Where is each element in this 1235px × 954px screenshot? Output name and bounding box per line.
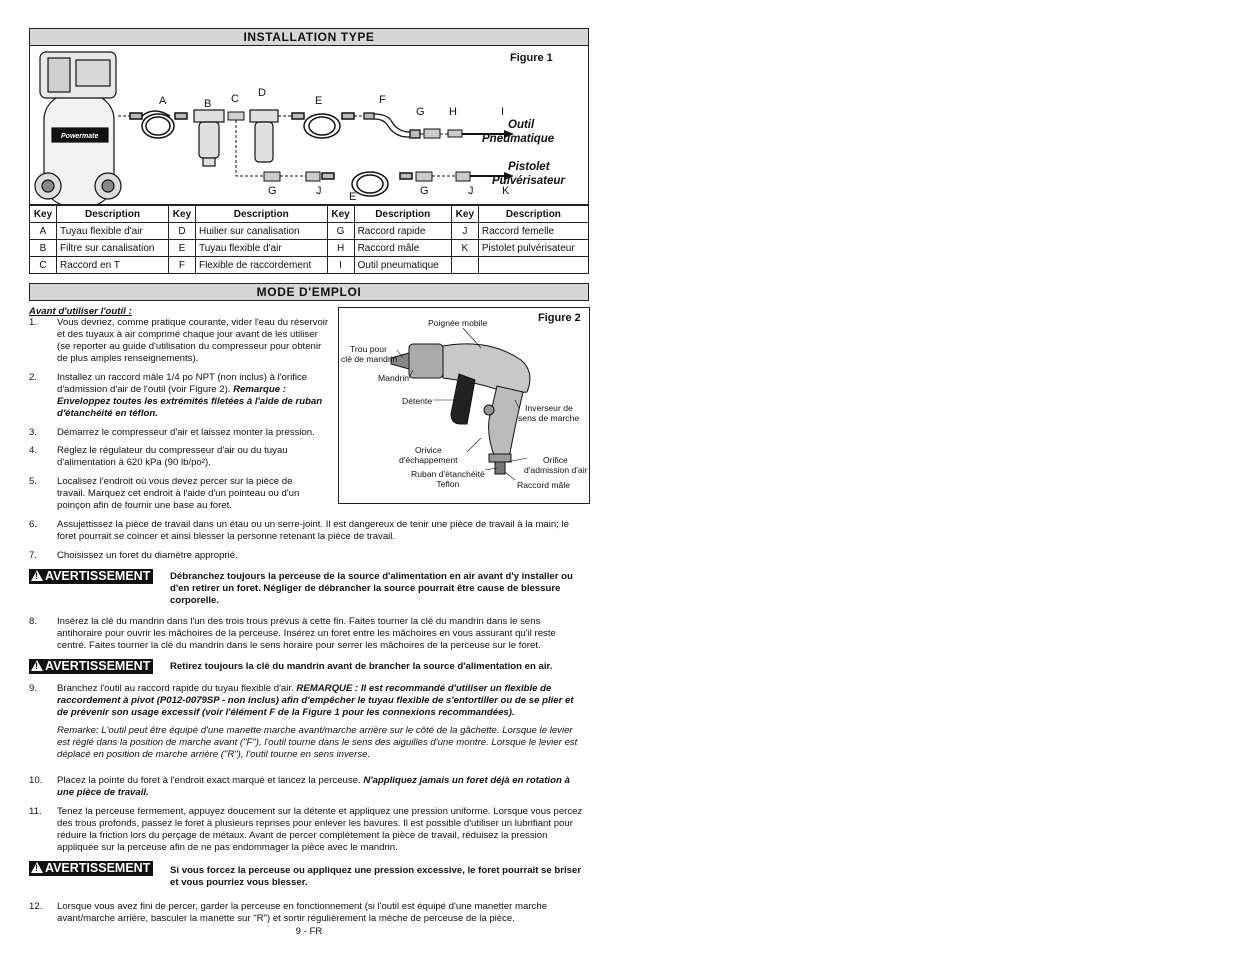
table-cell-description: Pistolet pulvérisateur bbox=[478, 240, 588, 257]
figure-2 bbox=[338, 307, 590, 504]
table-cell-key: A bbox=[30, 223, 57, 240]
label-trigger: Détente bbox=[402, 396, 433, 406]
label-c: C bbox=[231, 93, 239, 105]
header-key: Key bbox=[327, 206, 354, 223]
label-exhaust: Orivice d'échappement bbox=[399, 445, 458, 465]
label-g-lower: G bbox=[268, 185, 277, 197]
key-table bbox=[29, 205, 589, 274]
table-cell-key: F bbox=[168, 257, 195, 274]
step-12: 12. Lorsque vous avez fini de percer, garder la perceuse en fonctionnement (si l'outil est équipé d'une manetter marche avant/marche arrière, basculer la manette sur "R") et sortir régulièrement la mèche de perceuse de la pièce. bbox=[29, 901, 548, 924]
step-4: 4. Réglez le régulateur du compresseur d'air ou du tuyau d'alimentation à 620 kPa (90 lb/po²). bbox=[29, 445, 288, 468]
header-description: Description bbox=[195, 206, 327, 223]
table-cell-description: Raccord rapide bbox=[354, 223, 451, 240]
warning-2: ! AVERTISSEMENT Retirez toujours la clé du mandrin avant de brancher la source d'alimentation en air. bbox=[29, 659, 589, 675]
key-table-header bbox=[30, 206, 589, 223]
label-j-lower: J bbox=[316, 185, 322, 197]
step-9: 9. Branchez l'outil au raccord rapide du tuyau flexible d'air. REMARQUE : Il est recommandé d'utiliser un flexible de raccordement à pivot (P012-0079SP - non inclus) afin d'empêcher le tuyau flexible de s'entortiller ou de se plier et de prévenir son usage excessif (voir l'élément F de la Figure 1 pour les connexions recommandées). bbox=[29, 683, 574, 718]
table-cell-description: Flexible de raccordement bbox=[195, 257, 327, 274]
step-11: 11. Tenez la perceuse fermement, appuyez doucement sur la détente et appliquez une pression uniforme. Lorsque vous percez des trous profonds, passez le foret à plusieurs reprises pour enlever les bavures. Il est possible d'utiliser un lubrifiant pour réduire la friction lors du perçage de métaux. Avant de percer complètement la pièce de travail, réduisez la pression appliquée sur la perceuse afin de ne pas endommager la pièce avec le mandrin. bbox=[29, 806, 583, 853]
table-cell-description: Outil pneumatique bbox=[354, 257, 451, 274]
table-cell-description bbox=[478, 257, 588, 274]
table-cell-description: Tuyau flexible d'air bbox=[57, 223, 169, 240]
table-cell-key: G bbox=[327, 223, 354, 240]
step-6: 6. Assujettissez la pièce de travail dans un étau ou un serre-joint. Il est dangereux de tenir une pièce de travail à la main; le foret pourrait se coincer et ainsi blesser la personne retenant la pièce de travail. bbox=[29, 519, 569, 542]
label-handle: Poignée mobile bbox=[428, 318, 488, 328]
warning-badge: ! AVERTISSEMENT bbox=[29, 861, 153, 876]
table-row bbox=[30, 223, 589, 240]
label-b: B bbox=[204, 98, 212, 110]
label-inlet: Orifice d'admission d'air bbox=[524, 455, 588, 475]
step-3: 3. Démarrez le compresseur d'air et laissez monter la pression. bbox=[29, 427, 315, 438]
manual-page bbox=[29, 28, 589, 937]
label-j-lower-2: J bbox=[468, 185, 474, 197]
label-d: D bbox=[258, 87, 266, 99]
label-g-lower-2: G bbox=[420, 185, 429, 197]
tool-spray-label: Pistolet Pulvérisateur bbox=[492, 161, 565, 187]
label-chuck-hole: Trou pour clé de mandrin bbox=[341, 344, 398, 364]
figure-2-label: Figure 2 bbox=[538, 312, 581, 324]
mode-header: MODE D'EMPLOI bbox=[29, 283, 589, 301]
table-cell-key: I bbox=[327, 257, 354, 274]
table-cell-key: B bbox=[30, 240, 57, 257]
label-chuck: Mandrin bbox=[378, 373, 410, 383]
warning-badge: ! AVERTISSEMENT bbox=[29, 659, 153, 674]
table-cell-description: Raccord femelle bbox=[478, 223, 588, 240]
instructions bbox=[29, 306, 589, 925]
header-key: Key bbox=[451, 206, 478, 223]
step-2: 2. Installez un raccord mâle 1/4 po NPT (non inclus) à l'orifice d'admission d'air de l'outil (voir Figure 2). Remarque : Enveloppez toutes les extrémités filetées à l'aide de ruban d'étanchéité en téflon. bbox=[29, 372, 323, 419]
table-cell-description: Huilier sur canalisation bbox=[195, 223, 327, 240]
table-row bbox=[30, 240, 589, 257]
table-cell-key: D bbox=[168, 223, 195, 240]
label-reverser: Inverseur de sens de marche bbox=[518, 403, 580, 423]
step-9-note: Remarke: L'outil peut être équipé d'une manette marche avant/marche arrière sur le côté de la gâchette. Lorsque le levier est réglé dans la position de marche avant ("F"), l'outil tourne dans le sens des aiguilles d'une montre. Lorsque le levier est déplacé en position de marche arrière ("R"), l'outil tourne en sens inverse. bbox=[57, 725, 578, 760]
table-cell-key: C bbox=[30, 257, 57, 274]
before-use-subhead: Avant d'utiliser l'outil : bbox=[29, 306, 132, 317]
label-tape: Ruban d'étanchéité Teflon bbox=[411, 469, 485, 489]
warning-3: ! AVERTISSEMENT Si vous forcez la perceuse ou appliquez une pression excessive, le foret pourrait se briser et vous pourriez vous blesser. bbox=[29, 861, 589, 889]
table-cell-key: K bbox=[451, 240, 478, 257]
table-cell-key bbox=[451, 257, 478, 274]
step-10: 10. Placez la pointe du foret à l'endroit exact marqué et lancez la perceuse. N'appliquez jamais un foret déjà en rotation à une pièce de travail. bbox=[29, 775, 570, 798]
warning-triangle-icon: ! bbox=[31, 660, 43, 671]
table-cell-key: E bbox=[168, 240, 195, 257]
page-number: 9 - FR bbox=[295, 926, 323, 937]
label-f: F bbox=[379, 94, 386, 106]
step-5: 5. Localisez l'endroit où vous devez percer sur la pièce de travail. Marquez cet endroit à l'aide d'un pointeau ou d'un poinçon afin de fournir une base au foret. bbox=[29, 476, 300, 511]
header-description: Description bbox=[354, 206, 451, 223]
table-row bbox=[30, 257, 589, 274]
table-cell-key: H bbox=[327, 240, 354, 257]
warning-triangle-icon: ! bbox=[31, 862, 43, 873]
label-g: G bbox=[416, 106, 425, 118]
table-cell-description: Raccord mâle bbox=[354, 240, 451, 257]
label-a: A bbox=[159, 95, 167, 107]
installation-header: INSTALLATION TYPE bbox=[29, 28, 589, 46]
header-key: Key bbox=[30, 206, 57, 223]
warning-triangle-icon: ! bbox=[31, 570, 43, 581]
tool-pneumatic-label: Outil Pneumatique bbox=[482, 119, 555, 145]
step-7: 7. Choisissez un foret du diamètre approprié. bbox=[29, 550, 238, 561]
header-description: Description bbox=[478, 206, 588, 223]
figure-1-label: Figure 1 bbox=[510, 52, 553, 64]
label-e-lower: E bbox=[349, 191, 357, 203]
header-key: Key bbox=[168, 206, 195, 223]
warning-badge: ! AVERTISSEMENT bbox=[29, 569, 153, 584]
table-cell-description: Filtre sur canalisation bbox=[57, 240, 169, 257]
label-male-fitting: Raccord mâle bbox=[517, 480, 571, 490]
label-k: K bbox=[502, 185, 510, 197]
label-e: E bbox=[315, 95, 323, 107]
step-1: 1. Vous devriez, comme pratique courante, vider l'eau du réservoir et des tuyaux à air comprimé chaque jour avant de les utiliser (se reporter au guide d'utilisation du compresseur pour obtenir de plus amples renseignements). bbox=[29, 317, 329, 364]
label-h: H bbox=[449, 106, 457, 118]
label-i: I bbox=[501, 106, 505, 118]
svg-text:Powermate: Powermate bbox=[61, 133, 99, 140]
table-cell-description: Raccord en T bbox=[57, 257, 169, 274]
header-description: Description bbox=[57, 206, 169, 223]
step-8: 8. Insérez la clé du mandrin dans l'un des trois trous prévus à cette fin. Faites tourner la clé du mandrin dans le sens antihoraire pour ouvrir les mâchoires de la perceuse. Insérez un foret entre les mâchoires en vous assurant qu'il reste centré. Faites tourner la clé du mandrin dans le sens horaire pour serrer les mâchoires de la perceuse sur le foret. bbox=[29, 616, 556, 651]
figure-1 bbox=[29, 46, 589, 205]
table-cell-key: J bbox=[451, 223, 478, 240]
table-cell-description: Tuyau flexible d'air bbox=[195, 240, 327, 257]
warning-1: ! AVERTISSEMENT Débranchez toujours la perceuse de la source d'alimentation en air avant d'y installer ou d'en retirer un foret. Négliger de débrancher la source pourrait être cause de blessure corporelle. bbox=[29, 569, 589, 607]
